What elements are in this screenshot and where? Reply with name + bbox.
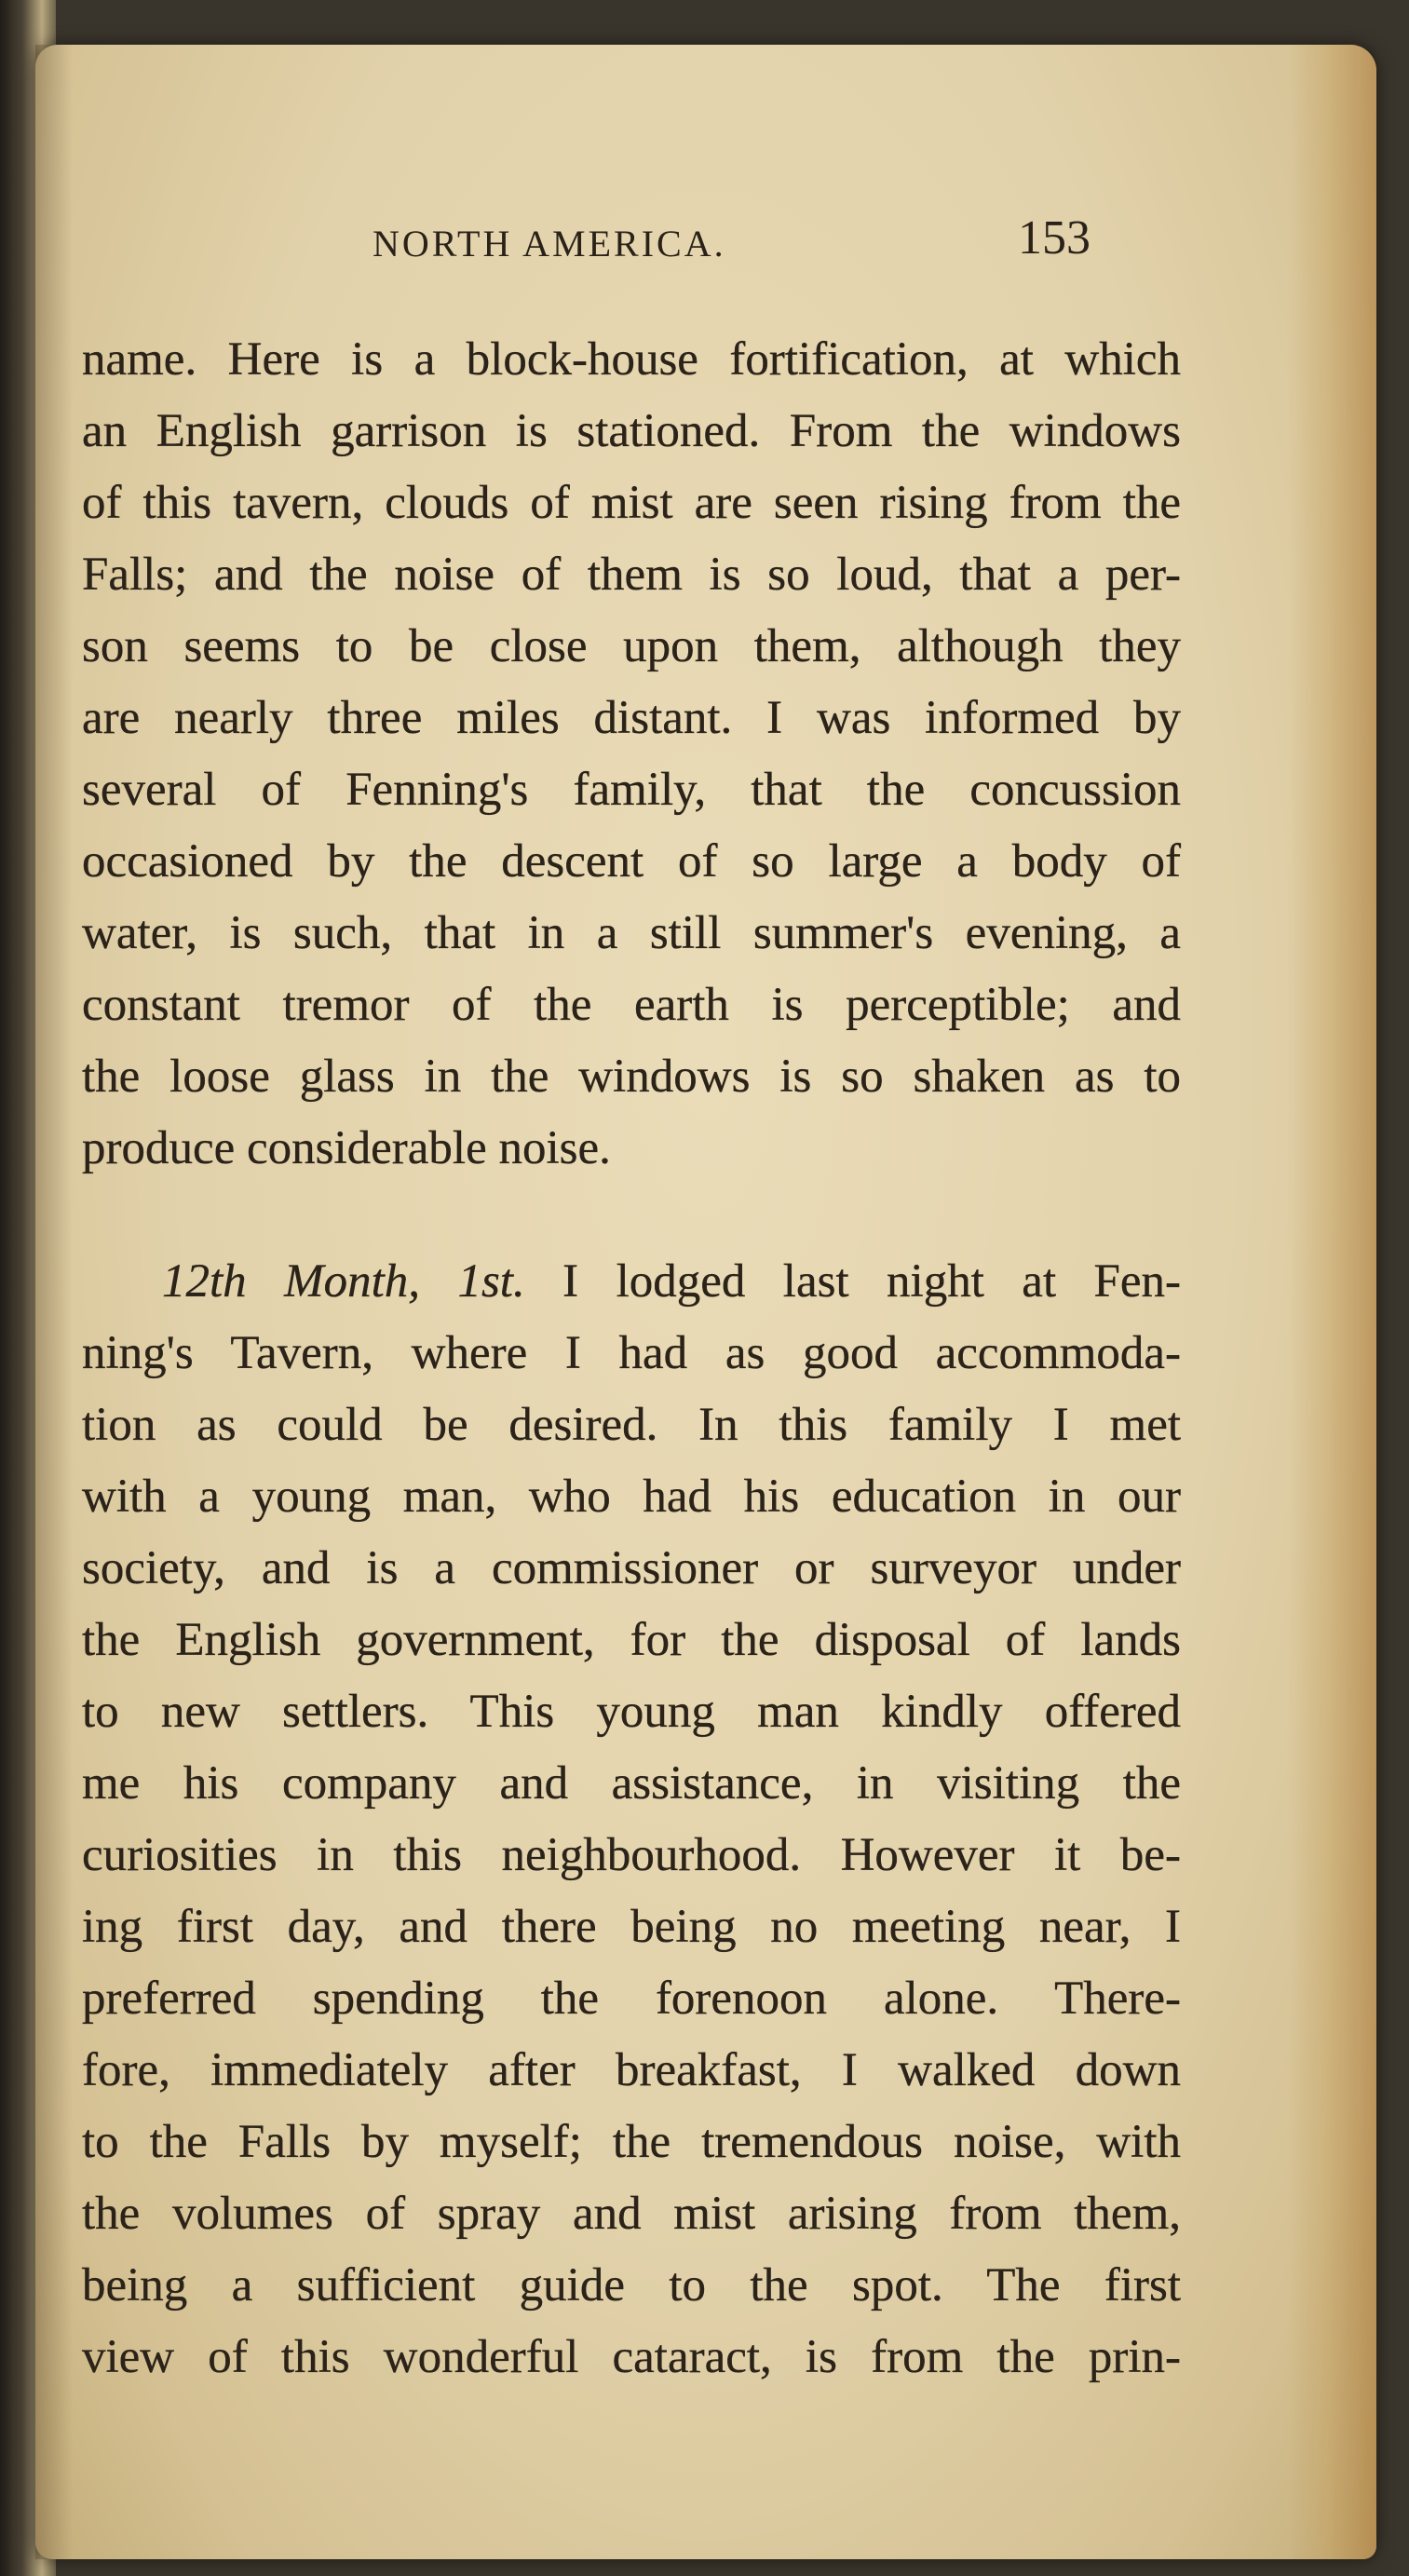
text-line: ning's Tavern, where I had as good accommoda- [82,1327,1181,1379]
page-number: 153 [1018,211,1091,264]
text-line: to the Falls by myself; the tremendous noise, with [82,2116,1181,2168]
text-line: constant tremor of the earth is perceptible; and [82,979,1181,1031]
paragraph-gap [82,1185,1181,1246]
gutter-shadow [35,45,73,2559]
text-line: occasioned by the descent of so large a body of [82,835,1181,888]
text-line: name. Here is a block-house fortification, at which [82,333,1181,386]
dated-first-line [82,1246,1181,1318]
text-line: produce considerable noise. [82,1122,611,1174]
paragraph [82,1246,1181,2393]
text-line: the loose glass in the windows is so shaken as to [82,1051,1181,1103]
text-line: are nearly three miles distant. I was informed by [82,692,1181,744]
text-line: tion as could be desired. In this family I met [82,1399,1181,1451]
page-edge-stain [1288,45,1376,2559]
text-line: Falls; and the noise of them is so loud, that a per- [82,549,1181,601]
text-line: me his company and assistance, in visiting the [82,1757,1181,1810]
text-line: view of this wonderful cataract, is from the prin- [82,2331,1181,2383]
text-line: ing first day, and there being no meeting near, I [82,1901,1181,1953]
text-line: with a young man, who had his education in our [82,1471,1181,1523]
text-line: of this tavern, clouds of mist are seen rising from the [82,477,1181,529]
text-line: water, is such, that in a still summer's evening, a [82,907,1181,959]
page-header [35,184,1376,264]
text-line: society, and is a commissioner or surveyor under [82,1542,1181,1594]
text-line: being a sufficient guide to the spot. The first [82,2259,1181,2312]
paragraph [82,324,1181,1185]
text-line: son seems to be close upon them, although they [82,620,1181,672]
text-line: an English garrison is stationed. From the windows [82,405,1181,457]
body-text [82,324,1181,2393]
text-line: preferred spending the forenoon alone. There- [82,1973,1181,2025]
running-head: NORTH AMERICA. [373,223,726,264]
text-line: to new settlers. This young man kindly offered [82,1686,1181,1738]
text-line: several of Fenning's family, that the concussion [82,764,1181,816]
date-month: 12th Month, [162,1255,420,1308]
text-line: the English government, for the disposal of lands [82,1614,1181,1666]
text-line: the volumes of spray and mist arising from them, [82,2188,1181,2240]
text-fragment: I lodged last night at Fen- [562,1255,1182,1308]
date-day: 1st. [457,1255,525,1308]
text-line: fore, immediately after breakfast, I walked down [82,2044,1181,2096]
book-page [35,45,1376,2559]
text-line: curiosities in this neighbourhood. However it be- [82,1829,1181,1881]
